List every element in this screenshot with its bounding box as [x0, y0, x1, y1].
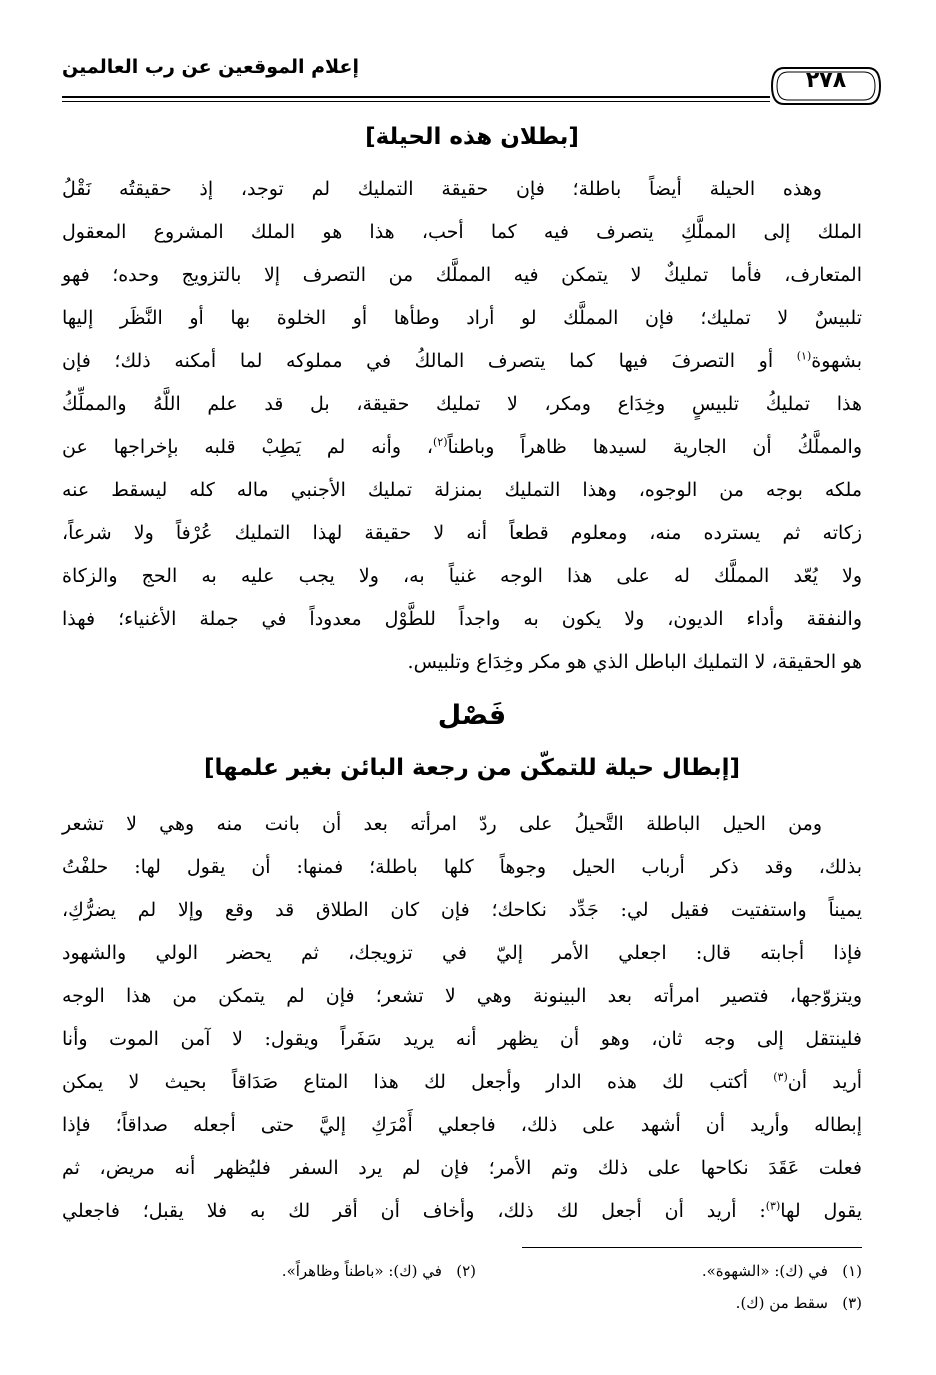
text-line: ويتزوّجها، فتصير امرأته بعد البينونة وهي لا تشعر؛ فإن لم يتمكن من هذا الوجه: [62, 985, 862, 1007]
text-line: ومن الحيل الباطلة التَّحيلُ على ردّ امرأته بعد أن بانت منه وهي لا تشعر: [62, 813, 822, 835]
footnote-marker: (١): [796, 349, 812, 363]
text-line: [62, 350, 862, 372]
header-rule: [62, 96, 882, 98]
footnote-2: [282, 1262, 476, 1280]
footnote-text: في (ك): «الشهوة».: [701, 1262, 828, 1280]
footnote-text: في (ك): «باطناً وظاهراً».: [281, 1262, 442, 1280]
text-fragment: أو التصرفَ فيها كما يتصرف المالكُ في مملوكه لما أمكنه ذلك؛ فإن: [62, 350, 774, 372]
text-line: تلبيسٌ لا تمليك؛ فإن المملَّك لو أراد وطأها أو الخلوة بها أو النَّظَر إليها: [62, 307, 862, 329]
footnote-marker: (٣): [765, 1199, 781, 1213]
footnote-number: (٢): [456, 1262, 476, 1280]
text-fragment: وأنه لم يَطِبْ قلبه بإخراجها عن: [62, 436, 402, 458]
page-number: ٢٧٨: [805, 68, 847, 93]
text-line: فعلت عَقَدَ نكاحها على ذلك وتم الأمر؛ فإن لم يرد السفر فليُظهر أنه مريض، ثم: [62, 1157, 862, 1179]
footnote-text: سقط من (ك).: [735, 1294, 828, 1312]
text-fragment: بشهوة: [811, 350, 863, 372]
footnote-number: (١): [842, 1262, 862, 1280]
text-line: الملك إلى المملَّكِ يتصرف فيه كما أحب، هذا هو الملك المشروع المعقول: [62, 221, 862, 243]
footnote-separator: [522, 1247, 862, 1248]
text-line: ملكه بوجه من الوجوه، وهذا التمليك بمنزلة تمليك الأجنبي ماله كله ليسقط عنه: [62, 479, 862, 501]
text-line: والمملَّكُ أن الجارية لسيدها ظاهراً وباطناً$^{(٢)}$، وأنه لم يَطِبْ قلبه بإخراجها عن: [62, 435, 863, 458]
book-title: إعلام الموقعين عن رب العالمين: [62, 56, 359, 78]
text-line: والنفقة وأداء الديون، ولا يكون به واجداً للطَّوْل معدوداً في جملة الأغنياء؛ فهذا: [62, 608, 862, 630]
text-line: ولا يُعّد المملَّك له على هذا الوجه غنياً به، ولا يجب عليه به الحج والزكاة: [62, 565, 862, 587]
text-line: المتعارف، فأما تمليكٌ لا يتمكن فيه المملَّك من التصرف إلا بالتزويج وحده؛ فهو: [62, 264, 862, 286]
text-line: [62, 1200, 862, 1222]
footnote-1: [702, 1262, 862, 1280]
text-line: فإذا أجابته قال: اجعلي الأمر إليّ في تزويجك، ثم يحضر الولي والشهود: [62, 942, 862, 964]
text-line: زكاته ثم يسترده منه، ومعلوم قطعاً أنه لا حقيقة لهذا التمليك عُرْفاً ولا شرعاً،: [62, 522, 862, 544]
text-line: بذلك، وقد ذكر أرباب الحيل وجوهاً كلها باطلة؛ فمنها: أن يقول لها: حلفْتُ: [62, 856, 862, 878]
page-number-badge: [770, 64, 882, 108]
footnote-marker: (٣): [773, 1070, 788, 1084]
footnote-number: (٣): [842, 1294, 862, 1312]
text-fragment: أكتب لك هذه الدار وأجعل لك هذا المتاع صَدَاقاً بحيث لا يمكن: [62, 1071, 748, 1093]
section-heading: [إبطال حيلة للتمكّن من رجعة البائن بغير علمها]: [203, 755, 741, 781]
text-line: فلينتقل إلى وجه ثان، وهو أن يظهر أنه يريد سَفَراً ويقول: لا آمن الموت وأنا: [62, 1028, 862, 1050]
header-rule-thin: [62, 101, 882, 102]
footnote-marker: (٢): [432, 435, 448, 449]
text-line: هو الحقيقة، لا التمليك الباطل الذي هو مكر وخِدَاع وتلبيس.: [407, 651, 862, 673]
text-line: إبطاله وأريد أن أشهد على ذلك، فاجعلي أَمْرَكِ إليَّ حتى أجعله صداقاً؛ فإذا: [62, 1114, 862, 1136]
text-line: يميناً واستفتيت فقيل لي: جَدِّد نكاحك؛ فإن كان الطلاق قد وقع وإلا لم يضرُّكِ،: [62, 899, 862, 921]
section-title: فَصْل: [437, 700, 507, 731]
text-fragment: : أريد أن أجعل لك ذلك، وأخاف أن أقر لك به فلا يقبل؛ فاجعلي: [62, 1200, 766, 1222]
page-header: [62, 52, 882, 108]
text-line: هذا تمليكُ تلبيسٍ وخِدَاع ومكر، لا تمليك حقيقة، بل قد علم اللَّهُ والمملِّكُ: [62, 393, 862, 415]
footnote-3: [736, 1294, 862, 1312]
text-fragment: يقول لها: [780, 1200, 862, 1222]
section-heading: [بطلان هذه الحيلة]: [365, 124, 579, 150]
text-fragment: والمملَّكُ أن الجارية لسيدها ظاهراً وباطناً: [447, 436, 863, 458]
text-fragment: أريد أن: [787, 1071, 862, 1093]
text-line: [62, 1071, 862, 1093]
text-line: وهذه الحيلة أيضاً باطلة؛ فإن حقيقة التمليك لم توجد، إذ حقيقتُه نَقْلُ: [62, 178, 822, 200]
